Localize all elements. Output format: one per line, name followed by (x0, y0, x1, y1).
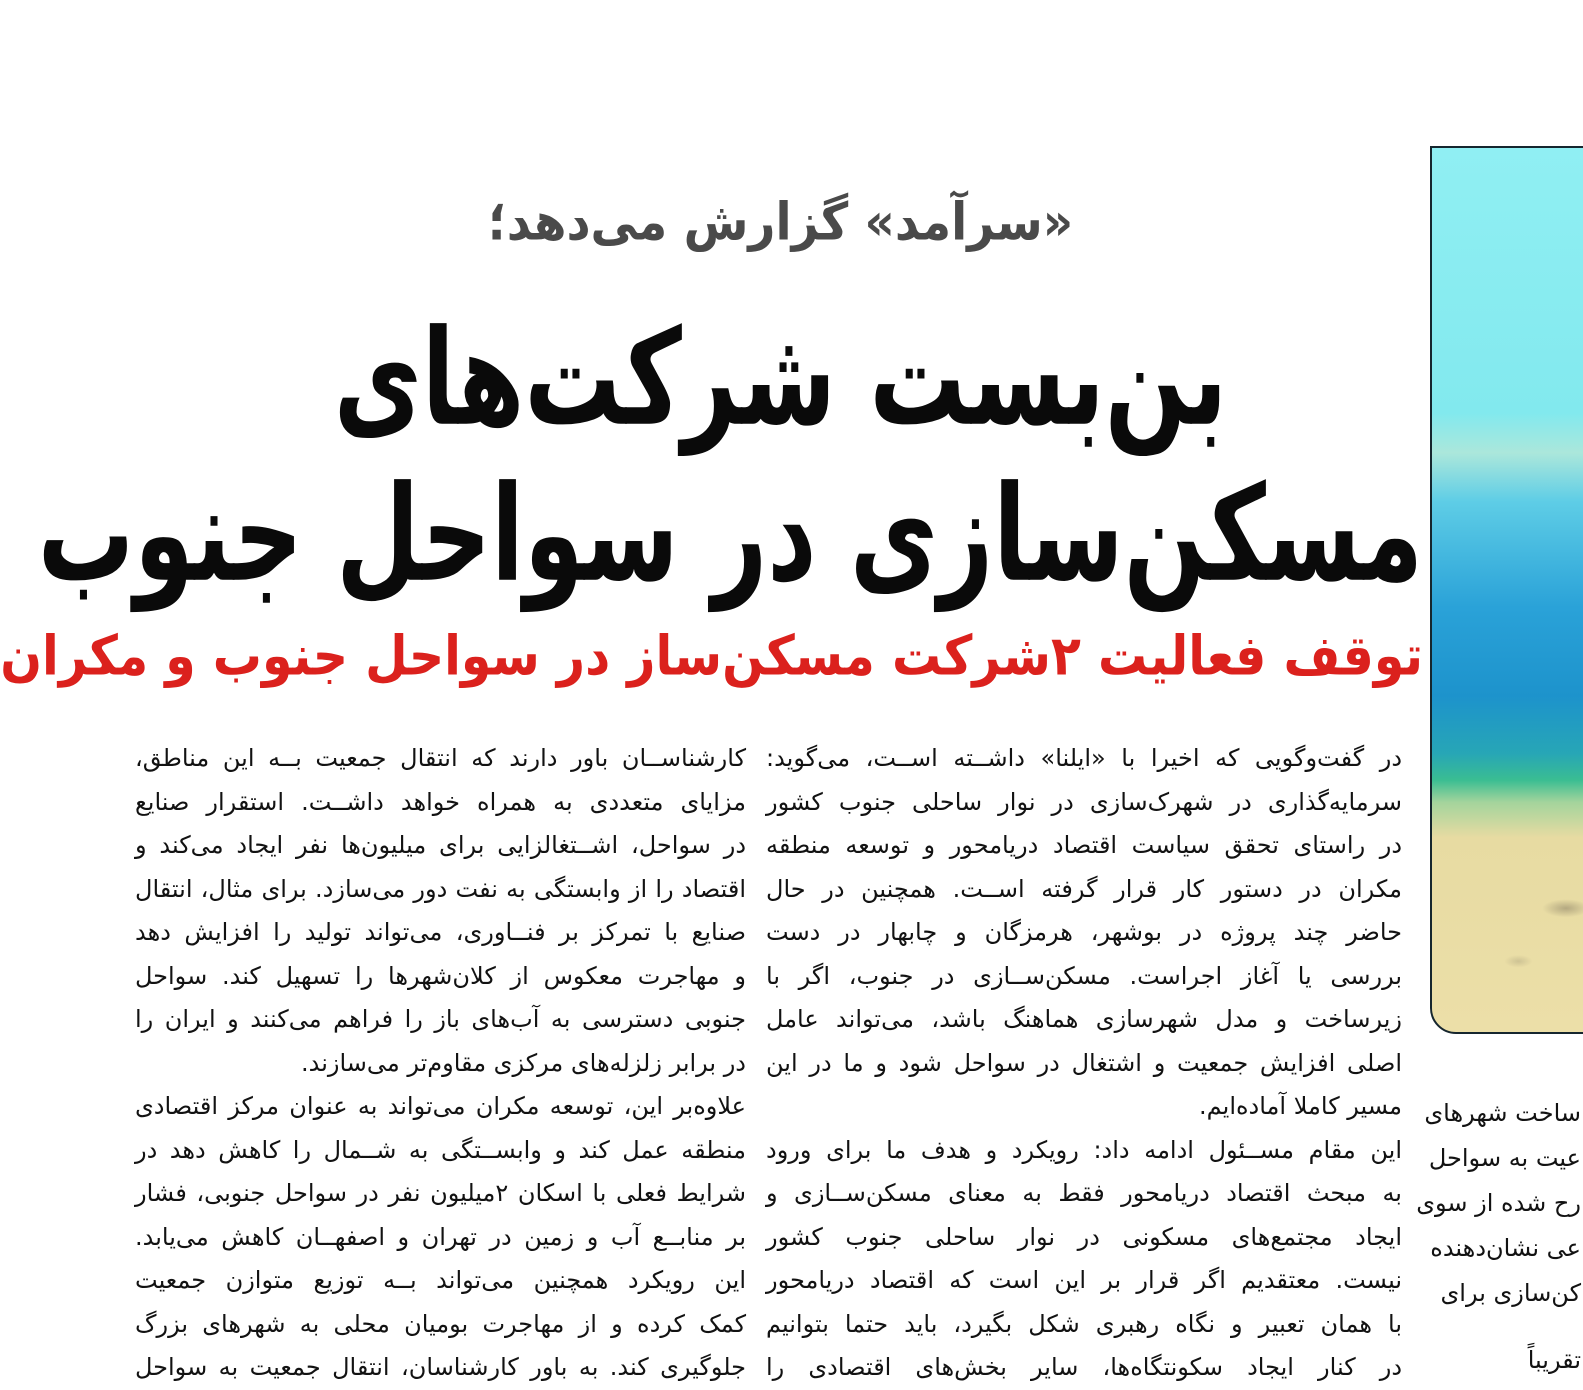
body-line: مکران در دستور کار قرار گرفته اســت. همچنین در حال (766, 874, 1402, 903)
edge-line-fragment: عی نشان‌دهنده (1430, 1234, 1581, 1262)
body-line: به مبحث اقتصاد دریامحور فقط به معنای مسکن‌ســازی و (766, 1179, 1402, 1207)
body-line: در گفت‌وگویی که اخیرا با «ایلنا» داشــته اســت، می‌گوید: (766, 744, 1402, 772)
body-line: سرمایه‌گذاری در شهرک‌سازی در نوار ساحلی جنوب کشور (766, 787, 1402, 816)
body-line: ایجاد مجتمع‌های مسکونی در نوار ساحلی جنوب کشور (766, 1222, 1402, 1251)
body-line-paragraph-end: مسیر کاملا آماده‌ایم. (1199, 1092, 1402, 1120)
edge-line-fragment: کن‌سازی برای (1440, 1279, 1581, 1307)
body-line: شرایط فعلی با اسکان ۲میلیون نفر در سواحل جنوبی، فشار (135, 1179, 747, 1207)
body-line: اقتصاد را از وابستگی به نفت دور می‌سازد. برای مثال، انتقال (135, 874, 746, 903)
body-line: علاوه‌بر این، توسعه مکران می‌تواند به عنوان مرکز اقتصادی (135, 1092, 746, 1120)
body-line-truncated: در کنار ایجاد سکونتگاه‌ها، سایر بخش‌های اقتصادی را (766, 1353, 1402, 1381)
body-line: صنایع با تمرکز بر فنــاوری، می‌تواند تولید را افزایش دهد (135, 918, 746, 946)
body-line-paragraph-end: در برابر زلزله‌های مرکزی مقاوم‌تر می‌سازند. (300, 1048, 746, 1077)
beach-photo (1430, 146, 1583, 1034)
edge-line-fragment: ساخت شهرهای (1424, 1099, 1581, 1127)
body-line: مزایای متعددی به همراه خواهد داشــت. استقرار صنایع (135, 787, 746, 816)
body-line: در سواحل، اشــتغالزایی برای میلیون‌ها نفر ایجاد می‌کند و (135, 831, 746, 859)
kicker: «سرآمد» گزارش می‌دهد؛ (487, 192, 1074, 253)
body-line: در راستای تحقق سیاست اقتصاد دریامحور و توسعه منطقه (766, 831, 1402, 859)
edge-line-fragment-partial: تقریباً (1527, 1346, 1581, 1374)
body-line: اصلی افزایش جمعیت و اشتغال در سواحل شود و ما در این (766, 1048, 1402, 1077)
headline-line2: مسکن‌سازی در سواحل جنوب (37, 456, 1423, 612)
body-line: زیرساخت و مدل شهرسازی هماهنگ باشد، می‌تواند عامل (766, 1005, 1402, 1033)
body-line: این مقام مســئول ادامه داد: رویکرد و هدف ما برای ورود (766, 1135, 1402, 1164)
body-line: نیست. معتقدیم اگر قرار بر این است که اقتصاد دریامحور (766, 1266, 1402, 1294)
body-line: جنوبی دسترسی به آب‌های باز را فراهم می‌کنند و ایران را (135, 1005, 746, 1033)
body-line: و مهاجرت معکوس از کلان‌شهرها را تسهیل کند. سواحل (135, 961, 746, 990)
subheadline: توقف فعالیت ۲شرکت مسکن‌ساز در سواحل جنوب و مکران (0, 624, 1423, 688)
edge-column-clipped (1416, 1091, 1581, 1383)
body-column-right (766, 737, 1402, 1390)
body-line: منطقه عمل کند و وابســتگی به شــمال را کاهش دهد در (135, 1135, 746, 1164)
body-column-left (135, 737, 746, 1390)
headline-line1: بن‌بست شرکت‌های (333, 300, 1228, 456)
body-line-truncated: جلوگیری کند. به باور کارشناسان، انتقال جمعیت به سواحل (135, 1353, 746, 1381)
body-line: کمک کرده و از مهاجرت بومیان محلی به شهرهای بزرگ (135, 1309, 746, 1338)
edge-line-fragment: عیت به سواحل (1428, 1144, 1581, 1172)
body-line: کارشناســان باور دارند که انتقال جمعیت بــه این مناطق، (135, 744, 746, 772)
body-line: با همان تعبیر و نگاه رهبری شکل بگیرد، باید حتما بتوانیم (766, 1309, 1402, 1338)
body-line: بر منابــع آب و زمین در تهران و اصفهــان کاهش می‌یابد. (135, 1222, 746, 1251)
body-line: بررسی یا آغاز اجراست. مسکن‌ســازی در جنوب، اگر با (766, 961, 1402, 990)
body-line: حاضر چند پروژه در بوشهر، هرمزگان و چابهار در دست (766, 918, 1402, 946)
edge-line-fragment: رح شده از سوی (1416, 1189, 1581, 1217)
body-line: این رویکرد همچنین می‌تواند بــه توزیع متوازن جمعیت (135, 1266, 746, 1294)
